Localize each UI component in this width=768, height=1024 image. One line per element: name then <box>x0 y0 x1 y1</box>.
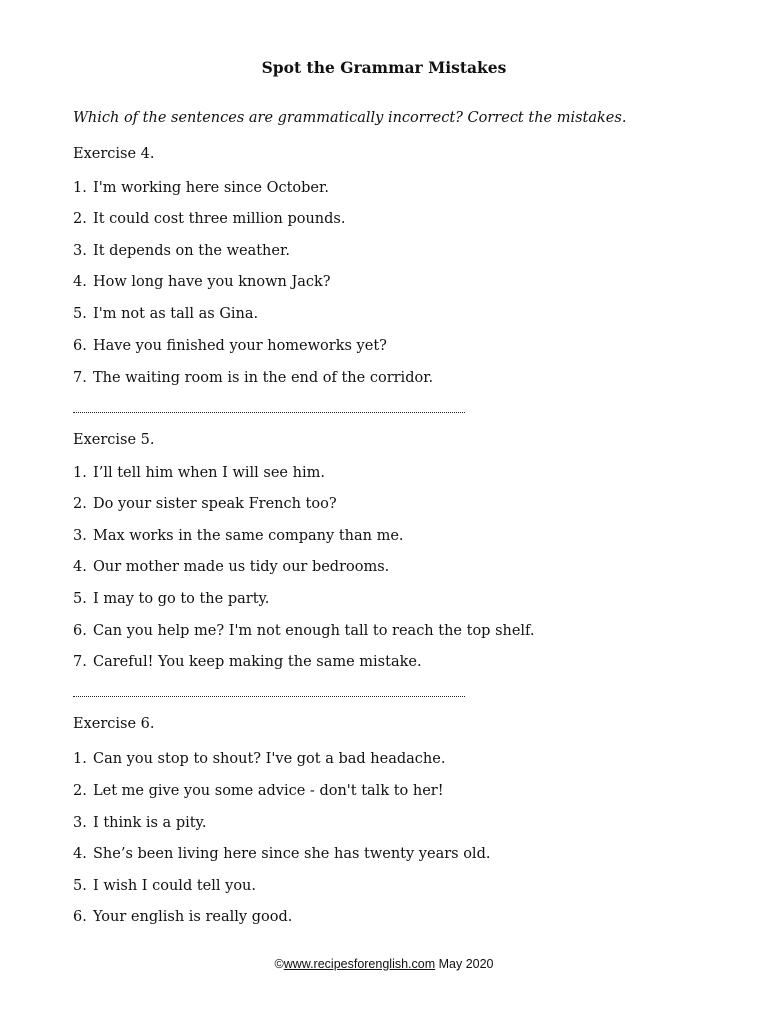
dotted-divider <box>73 412 465 413</box>
website-link[interactable]: www.recipesforenglish.com <box>283 957 436 971</box>
footer-date: May 2020 <box>435 957 494 971</box>
exercise-item: 5. I wish I could tell you. <box>73 878 256 894</box>
exercise-item: 2. Let me give you some advice - don't talk to her! <box>73 783 444 799</box>
exercise-item: 5. I'm not as tall as Gina. <box>73 306 259 322</box>
exercise-5-heading: Exercise 5. <box>73 432 155 448</box>
exercise-4-heading: Exercise 4. <box>73 146 155 162</box>
exercise-item: 6. Can you help me? I'm not enough tall to reach the top shelf. <box>73 623 535 639</box>
footer <box>0 957 768 971</box>
exercise-6-heading: Exercise 6. <box>73 716 155 732</box>
exercise-item: 7. The waiting room is in the end of the corridor. <box>73 370 434 386</box>
exercise-item: 4. She’s been living here since she has twenty years old. <box>73 846 491 862</box>
exercise-item: 6. Have you finished your homeworks yet? <box>73 338 387 354</box>
page-title: Spot the Grammar Mistakes <box>261 58 507 77</box>
exercise-item: 2. It could cost three million pounds. <box>73 211 346 227</box>
exercise-item: 6. Your english is really good. <box>73 909 293 925</box>
exercise-item: 3. It depends on the weather. <box>73 243 290 259</box>
exercise-item: 1. I’ll tell him when I will see him. <box>73 465 325 481</box>
instructions: Which of the sentences are grammatically incorrect? Correct the mistakes. <box>73 110 627 126</box>
exercise-item: 7. Careful! You keep making the same mistake. <box>73 654 422 670</box>
exercise-item: 3. Max works in the same company than me. <box>73 528 404 544</box>
exercise-item: 5. I may to go to the party. <box>73 591 270 607</box>
exercise-item: 1. Can you stop to shout? I've got a bad headache. <box>73 751 446 767</box>
dotted-divider <box>73 696 465 697</box>
exercise-item: 4. Our mother made us tidy our bedrooms. <box>73 559 390 575</box>
exercise-item: 1. I'm working here since October. <box>73 180 329 196</box>
exercise-item: 3. I think is a pity. <box>73 815 207 831</box>
copyright-symbol: © <box>274 957 284 971</box>
exercise-item: 2. Do your sister speak French too? <box>73 496 337 512</box>
exercise-item: 4. How long have you known Jack? <box>73 274 331 290</box>
